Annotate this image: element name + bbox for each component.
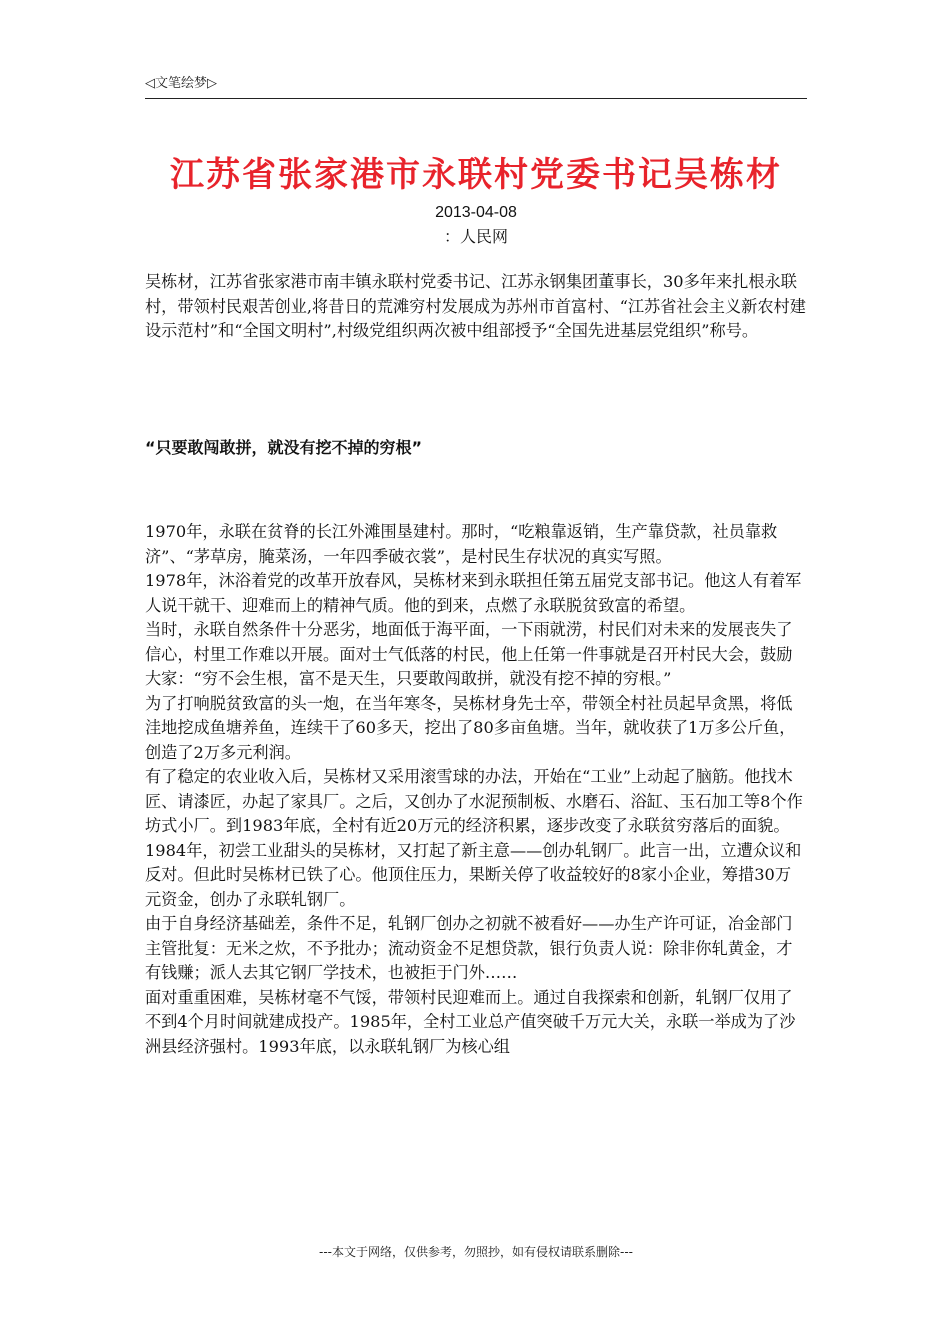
body-paragraph: 有了稳定的农业收入后，吴栋材又采用滚雪球的办法，开始在“工业”上动起了脑筋。他找木匠、请漆匠，办起了家具厂。之后，又创办了水泥预制板、水磨石、浴缸、玉石加工等8个作坊式小厂。到1983年底，全村有近20万元的经济积累，逐步改变了永联贫穷落后的面貌。 xyxy=(145,767,803,835)
body-paragraph: 1984年，初尝工业甜头的吴栋材，又打起了新主意——创办轧钢厂。此言一出，立遭众议和反对。但此时吴栋材已铁了心。他顶住压力，果断关停了收益较好的8家小企业，筹措30万元资金，创办了永联轧钢厂。 xyxy=(145,840,802,909)
body-paragraph: 当时，永联自然条件十分恶劣，地面低于海平面，一下雨就涝，村民们对未来的发展丧失了信心，村里工作难以开展。面对士气低落的村民，他上任第一件事就是召开村民大会，鼓励大家：“穷不会生根，富不是天生，只要敢闯敢拼，就没有挖不掉的穷根。” xyxy=(145,620,793,688)
article-date: 2013-04-08 xyxy=(435,204,517,221)
page-footer: ---本文于网络，仅供参考，勿照抄，如有侵权请联系删除--- xyxy=(319,1245,633,1259)
body-paragraph: 由于自身经济基础差，条件不足，轧钢厂创办之初就不被看好——办生产许可证，冶金部门主管批复：无米之炊，不予批办；流动资金不足想贷款，银行负责人说：除非你轧黄金，才有钱赚；派人去其它钢厂学技术，也被拒于门外…… xyxy=(145,914,793,982)
body-paragraph: 面对重重困难，吴栋材毫不气馁，带领村民迎难而上。通过自我探索和创新，轧钢厂仅用了不到4个月时间就建成投产。1985年，全村工业总产值突破千万元大关，永联一举成为了沙洲县经济强村。1993年底，以永联轧钢厂为核心组 xyxy=(145,987,796,1056)
body-paragraph: 1978年，沐浴着党的改革开放春风，吴栋材来到永联担任第五届党支部书记。他这人有着军人说干就干、迎难而上的精神气质。他的到来，点燃了永联脱贫致富的希望。 xyxy=(145,571,802,615)
body-paragraph: 1970年，永联在贫脊的长江外滩围垦建村。那时，“吃粮靠返销，生产靠贷款，社员靠救济”、“茅草房，腌菜汤，一年四季破衣裳”，是村民生存状况的真实写照。 xyxy=(145,522,778,566)
article-body xyxy=(145,520,807,1059)
body-paragraph: 为了打响脱贫致富的头一炮，在当年寒冬，吴栋材身先士卒，带领全村社员起早贪黑，将低洼地挖成鱼塘养鱼，连续干了60多天，挖出了80多亩鱼塘。当年，就收获了1万多公斤鱼，创造了2万多元利润。 xyxy=(145,693,796,762)
intro-paragraph: 吴栋材，江苏省张家港市南丰镇永联村党委书记、江苏永钢集团董事长，30多年来扎根永联村，带领村民艰苦创业,将昔日的荒滩穷村发展成为苏州市首富村、“江苏省社会主义新农村建设示范村”和“全国文明村”,村级党组织两次被中组部授予“全国先进基层党组织”称号。 xyxy=(145,272,806,340)
page-header: ◁文笔绘梦▷ xyxy=(145,74,807,99)
article-source: ：人民网 xyxy=(443,227,508,246)
section-heading: “只要敢闯敢拼，就没有挖不掉的穷根” xyxy=(145,438,423,457)
article-title: 江苏省张家港市永联村党委书记吴栋材 xyxy=(170,155,782,195)
